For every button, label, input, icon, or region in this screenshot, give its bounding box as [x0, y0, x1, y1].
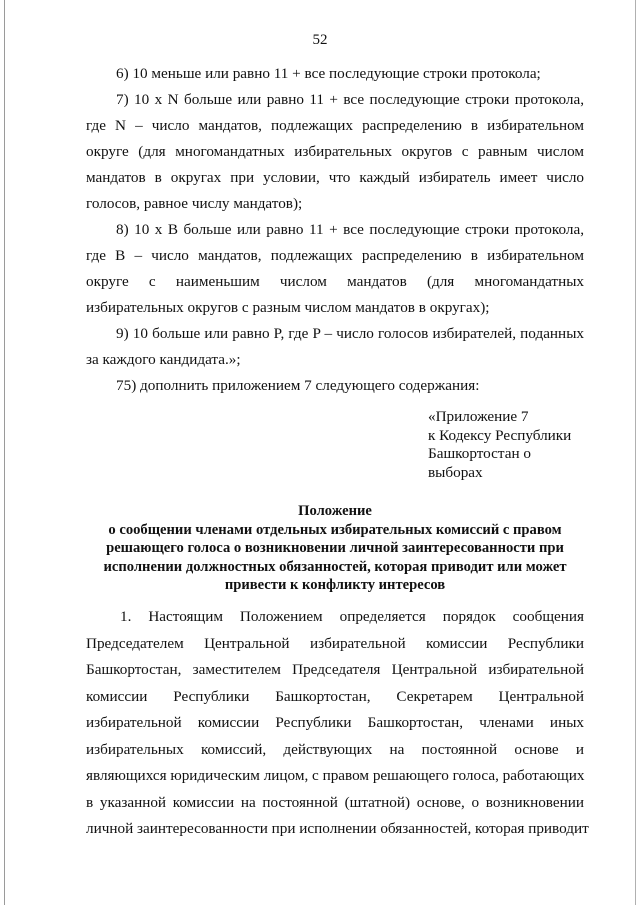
- appendix-reference: [428, 408, 598, 482]
- paragraph-line: комиссии Республики Башкортостан, Секретарем Центральной: [86, 687, 584, 705]
- paragraph-line: избирательных комиссий, действующих на постоянной основе и: [86, 740, 584, 758]
- paragraph-line: 1. Настоящим Положением определяется порядок сообщения: [120, 608, 584, 625]
- paragraph-line: в указанной комиссии на постоянной (штатной) основе, о возникновении: [86, 793, 584, 811]
- appendix-line: Башкортостан о: [428, 445, 531, 462]
- title-line: решающего голоса о возникновении личной заинтересованности при: [106, 540, 564, 556]
- paragraph-line: Председателем Центральной избирательной комиссии Республики: [86, 634, 584, 652]
- list-item: 75) дополнить приложением 7 следующего содержания:: [116, 377, 480, 394]
- paragraph-line: являющихся юридическим лицом, с правом решающего голоса, работающих: [86, 767, 585, 784]
- paragraph-line: личной заинтересованности при исполнении обязанностей, которая приводит: [86, 820, 589, 837]
- list-item: 8) 10 x B больше или равно 11 + все последующие строки протокола, где B – число мандатов, подлежащих распределению в избирательном округе с наименьшим числом мандатов (для многомандатных избирательных округов с разным числом мандатов в округах);: [86, 221, 584, 316]
- title-line: исполнении должностных обязанностей, которая приводит или может: [103, 558, 567, 575]
- paragraph-line: избирательной комиссии Республики Башкортостан, членами иных: [86, 714, 584, 731]
- appendix-line: к Кодексу Республики: [428, 426, 572, 444]
- items-block: [86, 61, 584, 399]
- paragraph-line: Башкортостан, заместителем Председателя Центральной избирательной: [86, 661, 584, 678]
- title-line: Положение: [298, 503, 372, 519]
- page-number: 52: [312, 32, 328, 48]
- list-item: 9) 10 больше или равно P, где P – число голосов избирателей, поданных за каждого кандидата.»;: [86, 325, 584, 368]
- scan-edge-left: [4, 0, 5, 905]
- title-line: о сообщении членами отдельных избирательных комиссий с правом: [108, 521, 562, 538]
- scan-edge-right: [635, 0, 636, 905]
- document-title: [70, 502, 600, 595]
- appendix-line: «Приложение 7: [428, 408, 529, 425]
- section-paragraph-1: [86, 604, 589, 843]
- list-item: 6) 10 меньше или равно 11 + все последующие строки протокола;: [116, 65, 541, 82]
- list-item: 7) 10 x N больше или равно 11 + все последующие строки протокола, где N – число мандатов, подлежащих распределению в избирательном округе (для многомандатных избирательных округов с равным числом мандатов в округах при условии, что каждый избиратель имеет число голосов, равное числу мандатов);: [86, 91, 584, 212]
- appendix-line: выборах: [428, 463, 483, 481]
- title-line: привести к конфликту интересов: [224, 577, 446, 593]
